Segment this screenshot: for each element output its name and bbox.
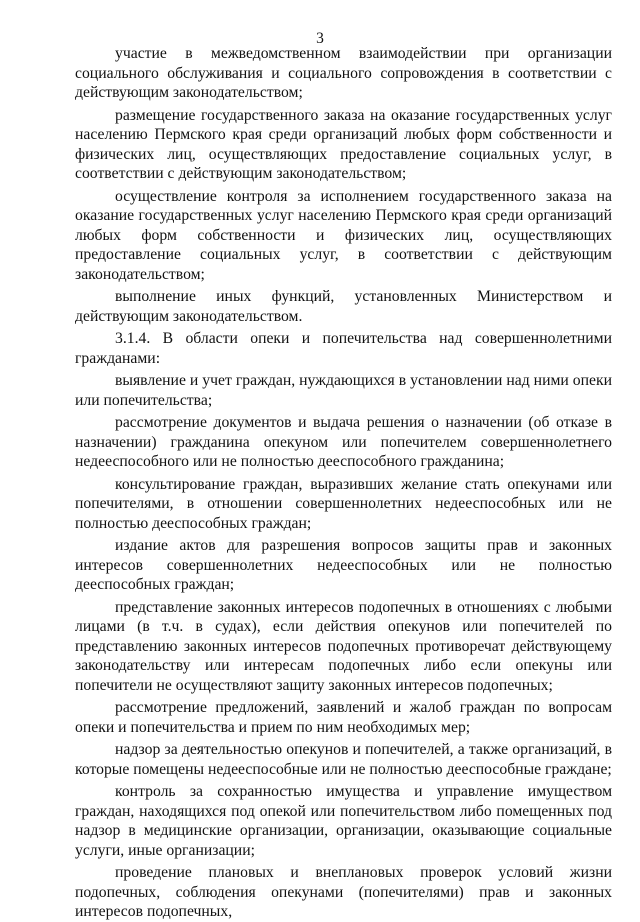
section-heading-3-1-4: 3.1.4. В области опеки и попечительства над совершеннолетними гражданами:	[75, 330, 612, 367]
paragraph-inspections: проведение плановых и внеплановых проверок условий жизни подопечных, соблюдения опекунами (попечителями) прав и законных интересов подопечных,	[75, 864, 612, 920]
paragraph-supervision: надзор за деятельностью опекунов и попечителей, а также организаций, в которые помещены недееспособные или не полностью дееспособные граждане;	[75, 741, 612, 778]
paragraph-consulting: консультирование граждан, выразивших желание стать опекунами или попечителями, в отношении совершеннолетних недееспособных или не полностью дееспособных граждан;	[75, 475, 612, 532]
paragraph-state-order-placement: размещение государственного заказа на оказание государственных услуг населению Пермского края среди организаций любых форм собственности и физических лиц, осуществляющих предоставление социальных услуг, в соответствии с действующим законодательством;	[75, 106, 612, 182]
paragraph-representation: представление законных интересов подопечных в отношениях с любыми лицами (в т.ч. в судах), если действия опекунов или попечителей по представлению законных интересов подопечных противоречат действующему законодательству или интересам подопечных либо если опекуны или попечители не осуществляют защиту законных интересов подопечных;	[75, 598, 612, 694]
page-number: 3	[316, 30, 324, 47]
paragraph-identification: выявление и учет граждан, нуждающихся в установлении над ними опеки или попечительства;	[75, 372, 612, 409]
paragraph-property-control: контроль за сохранностью имущества и управление имуществом граждан, находящихся под опекой или попечительством либо помещенных под надзор в медицинские организации, организации, оказывающие социальные услуги, иные организации;	[75, 783, 612, 859]
paragraph-complaints: рассмотрение предложений, заявлений и жалоб граждан по вопросам опеки и попечительства и прием по ним необходимых мер;	[75, 699, 612, 736]
paragraph-issuing-acts: издание актов для разрешения вопросов защиты прав и законных интересов совершеннолетних недееспособных или не полностью дееспособных граждан;	[75, 537, 612, 593]
document-body	[75, 44, 612, 922]
paragraph-state-order-control: осуществление контроля за исполнением государственного заказа на оказание государственных услуг населению Пермского края среди организаций любых форм собственности и физических лиц, осуществляющих предоставление социальных услуг, в соответствии с действующим законодательством;	[75, 187, 612, 283]
paragraph-interagency-interaction: участие в межведомственном взаимодействии при организации социального обслуживания и социального сопровождения в соответствии с действующим законодательством;	[75, 45, 612, 101]
paragraph-other-functions: выполнение иных функций, установленных Министерством и действующим законодательством.	[75, 288, 612, 325]
paragraph-document-review: рассмотрение документов и выдача решения о назначении (об отказе в назначении) гражданина опекуном или попечителем совершеннолетнего недееспособного или не полностью дееспособного гражданина;	[75, 414, 612, 470]
